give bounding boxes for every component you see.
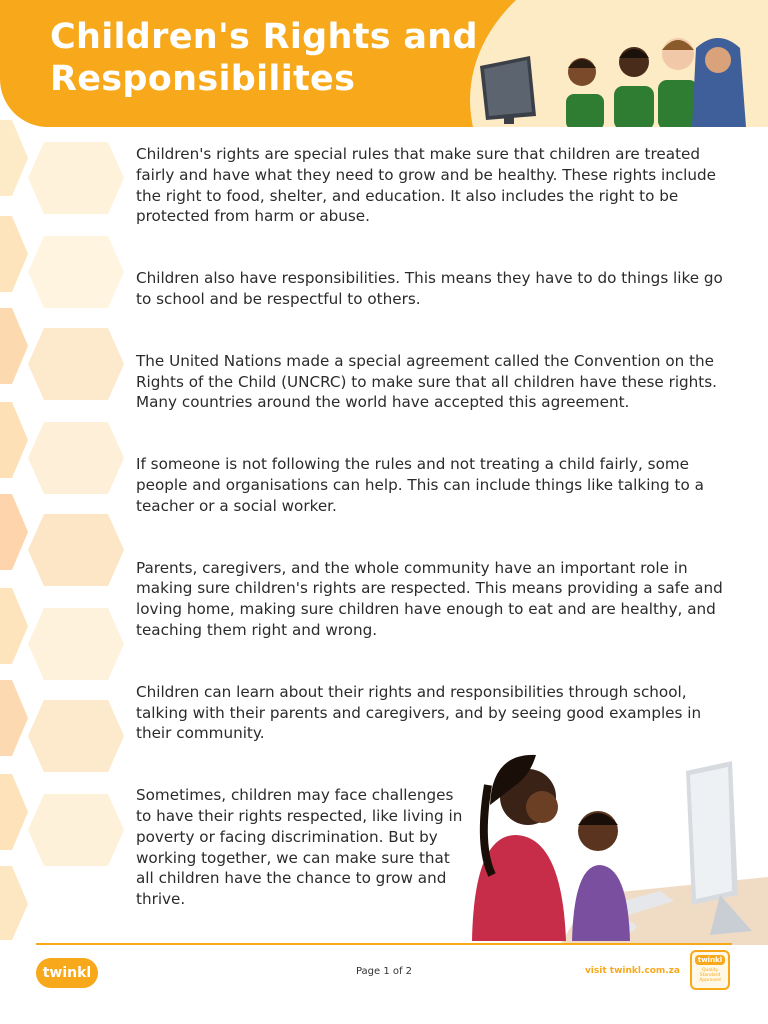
page-header [0, 0, 768, 127]
badge-brand: twinkl [695, 955, 725, 965]
paragraph-community-role: Parents, caregivers, and the whole community have an important role in making sure children's rights are respected. This means providing a safe and loving home, making sure children have enough to eat and are healthy, and teaching them right and wrong. [136, 558, 723, 639]
woman-figure [472, 755, 566, 941]
page-title [50, 16, 478, 100]
paragraph-challenges: Sometimes, children may face challenges to have their rights respected, like living in poverty or facing discrimination. But by working together, we can make sure that all children have the chance to grow and thrive. [136, 786, 463, 909]
hexagon-decoration [0, 120, 130, 940]
children-at-computer-illustration [470, 28, 768, 127]
child-figure-3 [658, 38, 698, 127]
badge-label: Quality Standard Approved [699, 968, 721, 983]
website-link[interactable]: visit twinkl.com.za [584, 966, 680, 976]
child-figure-2 [614, 47, 654, 127]
twinkl-logo[interactable]: twinkl [36, 958, 98, 988]
child-figure-1 [566, 58, 604, 127]
paragraph-uncrc: The United Nations made a special agreement called the Convention on the Rights of the Child (UNCRC) to make sure that all children have these rights. Many countries around the world have accepted this agreement. [136, 351, 718, 412]
computer-monitor-icon [480, 56, 536, 124]
footer-divider [36, 943, 732, 945]
quality-badge-icon [690, 950, 730, 990]
mother-and-child-at-computer-illustration [470, 745, 768, 945]
child-figure-4 [692, 38, 746, 127]
page-number: Page 1 of 2 [355, 966, 413, 977]
title-line-1: Children's Rights and [50, 17, 478, 57]
child-figure [572, 811, 630, 941]
paragraph-rights-definition: Children's rights are special rules that make sure that children are treated fairly and have what they need to grow and be healthy. These rights include the right to food, shelter, and education. It also includes the right to be protected from harm or abuse. [136, 145, 717, 226]
paragraph-learning: Children can learn about their rights and responsibilities through school, talking with their parents and caregivers, and by seeing good examples in their community. [136, 682, 702, 743]
paragraph-getting-help: If someone is not following the rules and not treating a child fairly, some people and organisations can help. This can include things like talking to a teacher or a social worker. [136, 455, 704, 515]
title-line-2: Responsibilites [50, 59, 356, 99]
paragraph-responsibilities: Children also have responsibilities. This means they have to do things like go to school and be respectful to others. [136, 269, 723, 308]
